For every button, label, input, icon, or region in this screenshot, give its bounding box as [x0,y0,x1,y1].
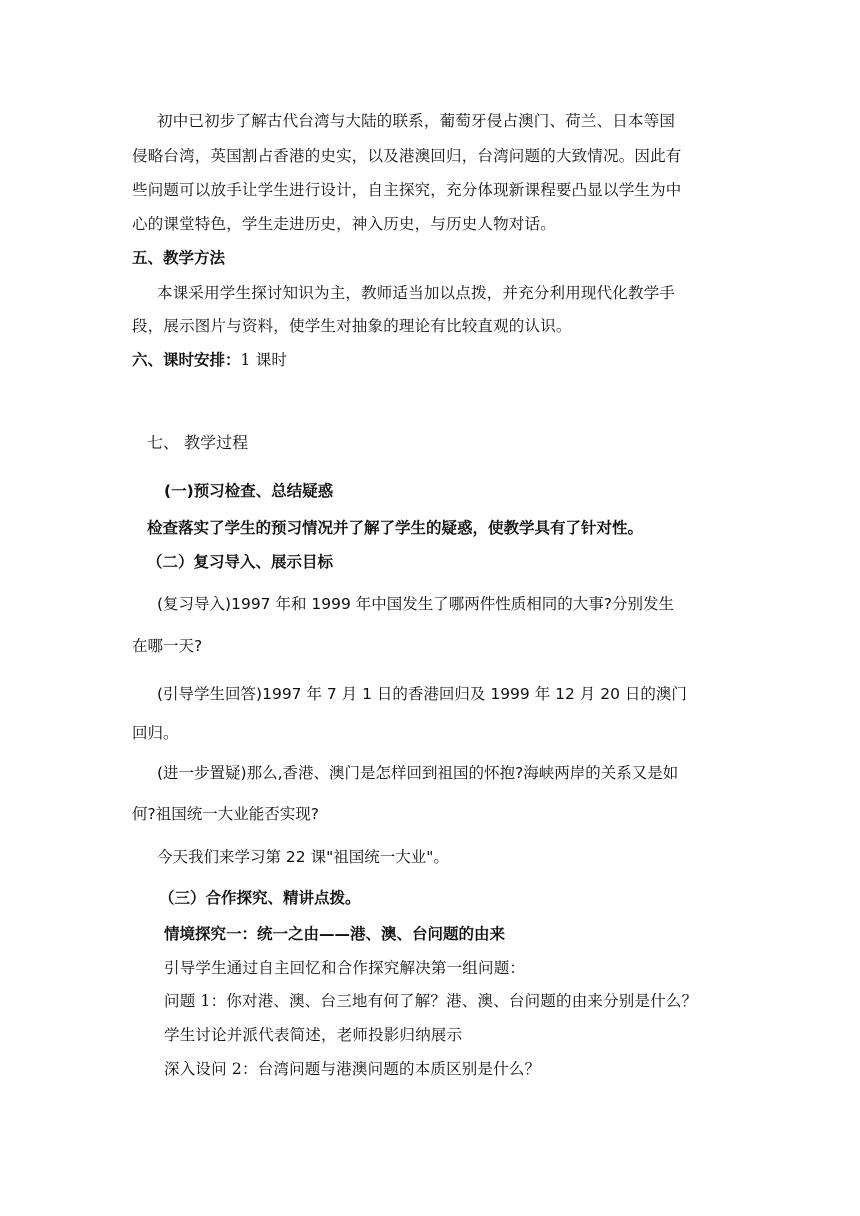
intro-line-2: 侵略台湾，英国割占香港的史实，以及港澳回归，台湾问题的大致情况。因此有 [132,147,682,165]
today-line: 今天我们来学习第 22 课"祖国统一大业"。 [157,848,449,866]
intro-line-4: 心的课堂特色，学生走进历史，神入历史，与历史人物对话。 [132,215,556,233]
scenario-1-heading: 情境探究一：统一之由——港、澳、台问题的由来 [164,925,506,943]
section-7-heading: 七、 教学过程 [147,433,249,452]
question-2-line: 深入设问 2：台湾问题与港澳问题的本质区别是什么？ [164,1060,541,1078]
discuss-line: 学生讨论并派代表简述，老师投影归纳展示 [164,1026,463,1044]
question-1-line: 问题 1：你对港、澳、台三地有何了解？港、澳、台问题的由来分别是什么？ [164,992,698,1010]
further-line-2: 何?祖国统一大业能否实现? [132,805,319,823]
sub-1-text: 检查落实了学生的预习情况并了解了学生的疑惑，使教学具有了针对性。 [147,519,644,537]
section-5-heading: 五、教学方法 [132,249,226,267]
guide-line: 引导学生通过自主回忆和合作探究解决第一组问题： [164,959,526,977]
sub-3-heading: （三）合作探究、精讲点拨。 [159,889,361,907]
section-6-row [132,350,287,370]
sub-1-heading: (一)预习检查、总结疑惑 [164,482,334,500]
answer-line-2: 回归。 [132,724,179,742]
section-5-line-2: 段，展示图片与资料，使学生对抽象的理论有比较直观的认识。 [132,317,572,335]
answer-line-1: (引导学生回答)1997 年 7 月 1 日的香港回归及 1999 年 12 月 20 日的澳门 [157,685,687,703]
review-line-2: 在哪一天? [132,637,203,655]
further-line-1: (进一步置疑)那么,香港、澳门是怎样回到祖国的怀抱?海峡两岸的关系又是如 [157,764,679,782]
review-line-1: (复习导入)1997 年和 1999 年中国发生了哪两件性质相同的大事?分别发生 [157,595,674,613]
intro-line-3: 些问题可以放手让学生进行设计，自主探究，充分体现新课程要凸显以学生为中 [132,181,682,199]
section-6-value: 1 课时 [240,351,288,369]
section-5-line-1: 本课采用学生探讨知识为主，教师适当加以点拨，并充分利用现代化教学手 [157,284,676,302]
section-6-heading: 六、课时安排： [132,351,241,369]
sub-2-heading: （二）复习导入、展示目标 [147,553,334,571]
intro-line-1: 初中已初步了解古代台湾与大陆的联系，葡萄牙侵占澳门、荷兰、日本等国 [157,112,676,130]
